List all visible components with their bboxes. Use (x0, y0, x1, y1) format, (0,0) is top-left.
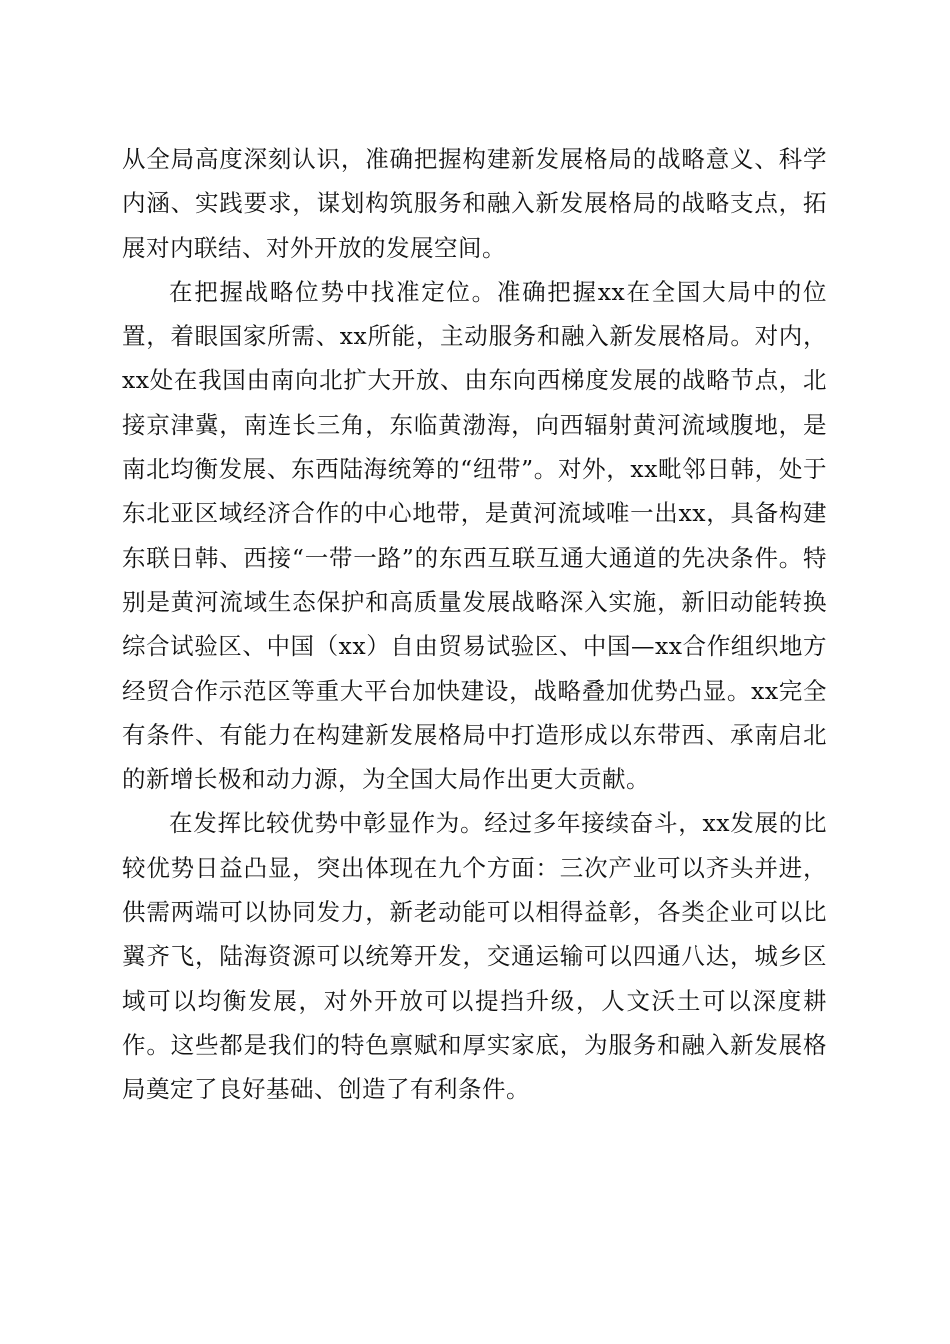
paragraph-strategic-position: 在把握战略位势中找准定位。准确把握xx在全国大局中的位置，着眼国家所需、xx所能，主动服务和融入新发展格局。对内，xx处在我国由南向北扩大开放、由东向西梯度发展的战略节点，北接京津冀，南连长三角，东临黄渤海，向西辐射黄河流域腹地，是南北均衡发展、东西陆海统筹的“纽带”。对外，xx毗邻日韩，处于东北亚区域经济合作的中心地带，是黄河流域唯一出xx，具备构建东联日韩、西接“一带一路”的东西互联互通大通道的先决条件。特别是黄河流域生态保护和高质量发展战略深入实施，新旧动能转换综合试验区、中国（xx）自由贸易试验区、中国—xx合作组织地方经贸合作示范区等重大平台加快建设，战略叠加优势凸显。xx完全有条件、有能力在构建新发展格局中打造形成以东带西、承南启北的新增长极和动力源，为全国大局作出更大贡献。 (122, 277, 827, 794)
paragraph-comparative-advantage: 在发挥比较优势中彰显作为。经过多年接续奋斗，xx发展的比较优势日益凸显，突出体现在九个方面：三次产业可以齐头并进，供需两端可以协同发力，新老动能可以相得益彰，各类企业可以比翼齐飞，陆海资源可以统筹开发，交通运输可以四通八达，城乡区域可以均衡发展，对外开放可以提挡升级，人文沃土可以深度耕作。这些都是我们的特色禀赋和厚实家底，为服务和融入新发展格局奠定了良好基础、创造了有利条件。 (122, 809, 827, 1104)
document-body (122, 137, 827, 1112)
paragraph-continued: 从全局高度深刻认识，准确把握构建新发展格局的战略意义、科学内涵、实践要求，谋划构筑服务和融入新发展格局的战略支点，拓展对内联结、对外开放的发展空间。 (122, 145, 827, 262)
